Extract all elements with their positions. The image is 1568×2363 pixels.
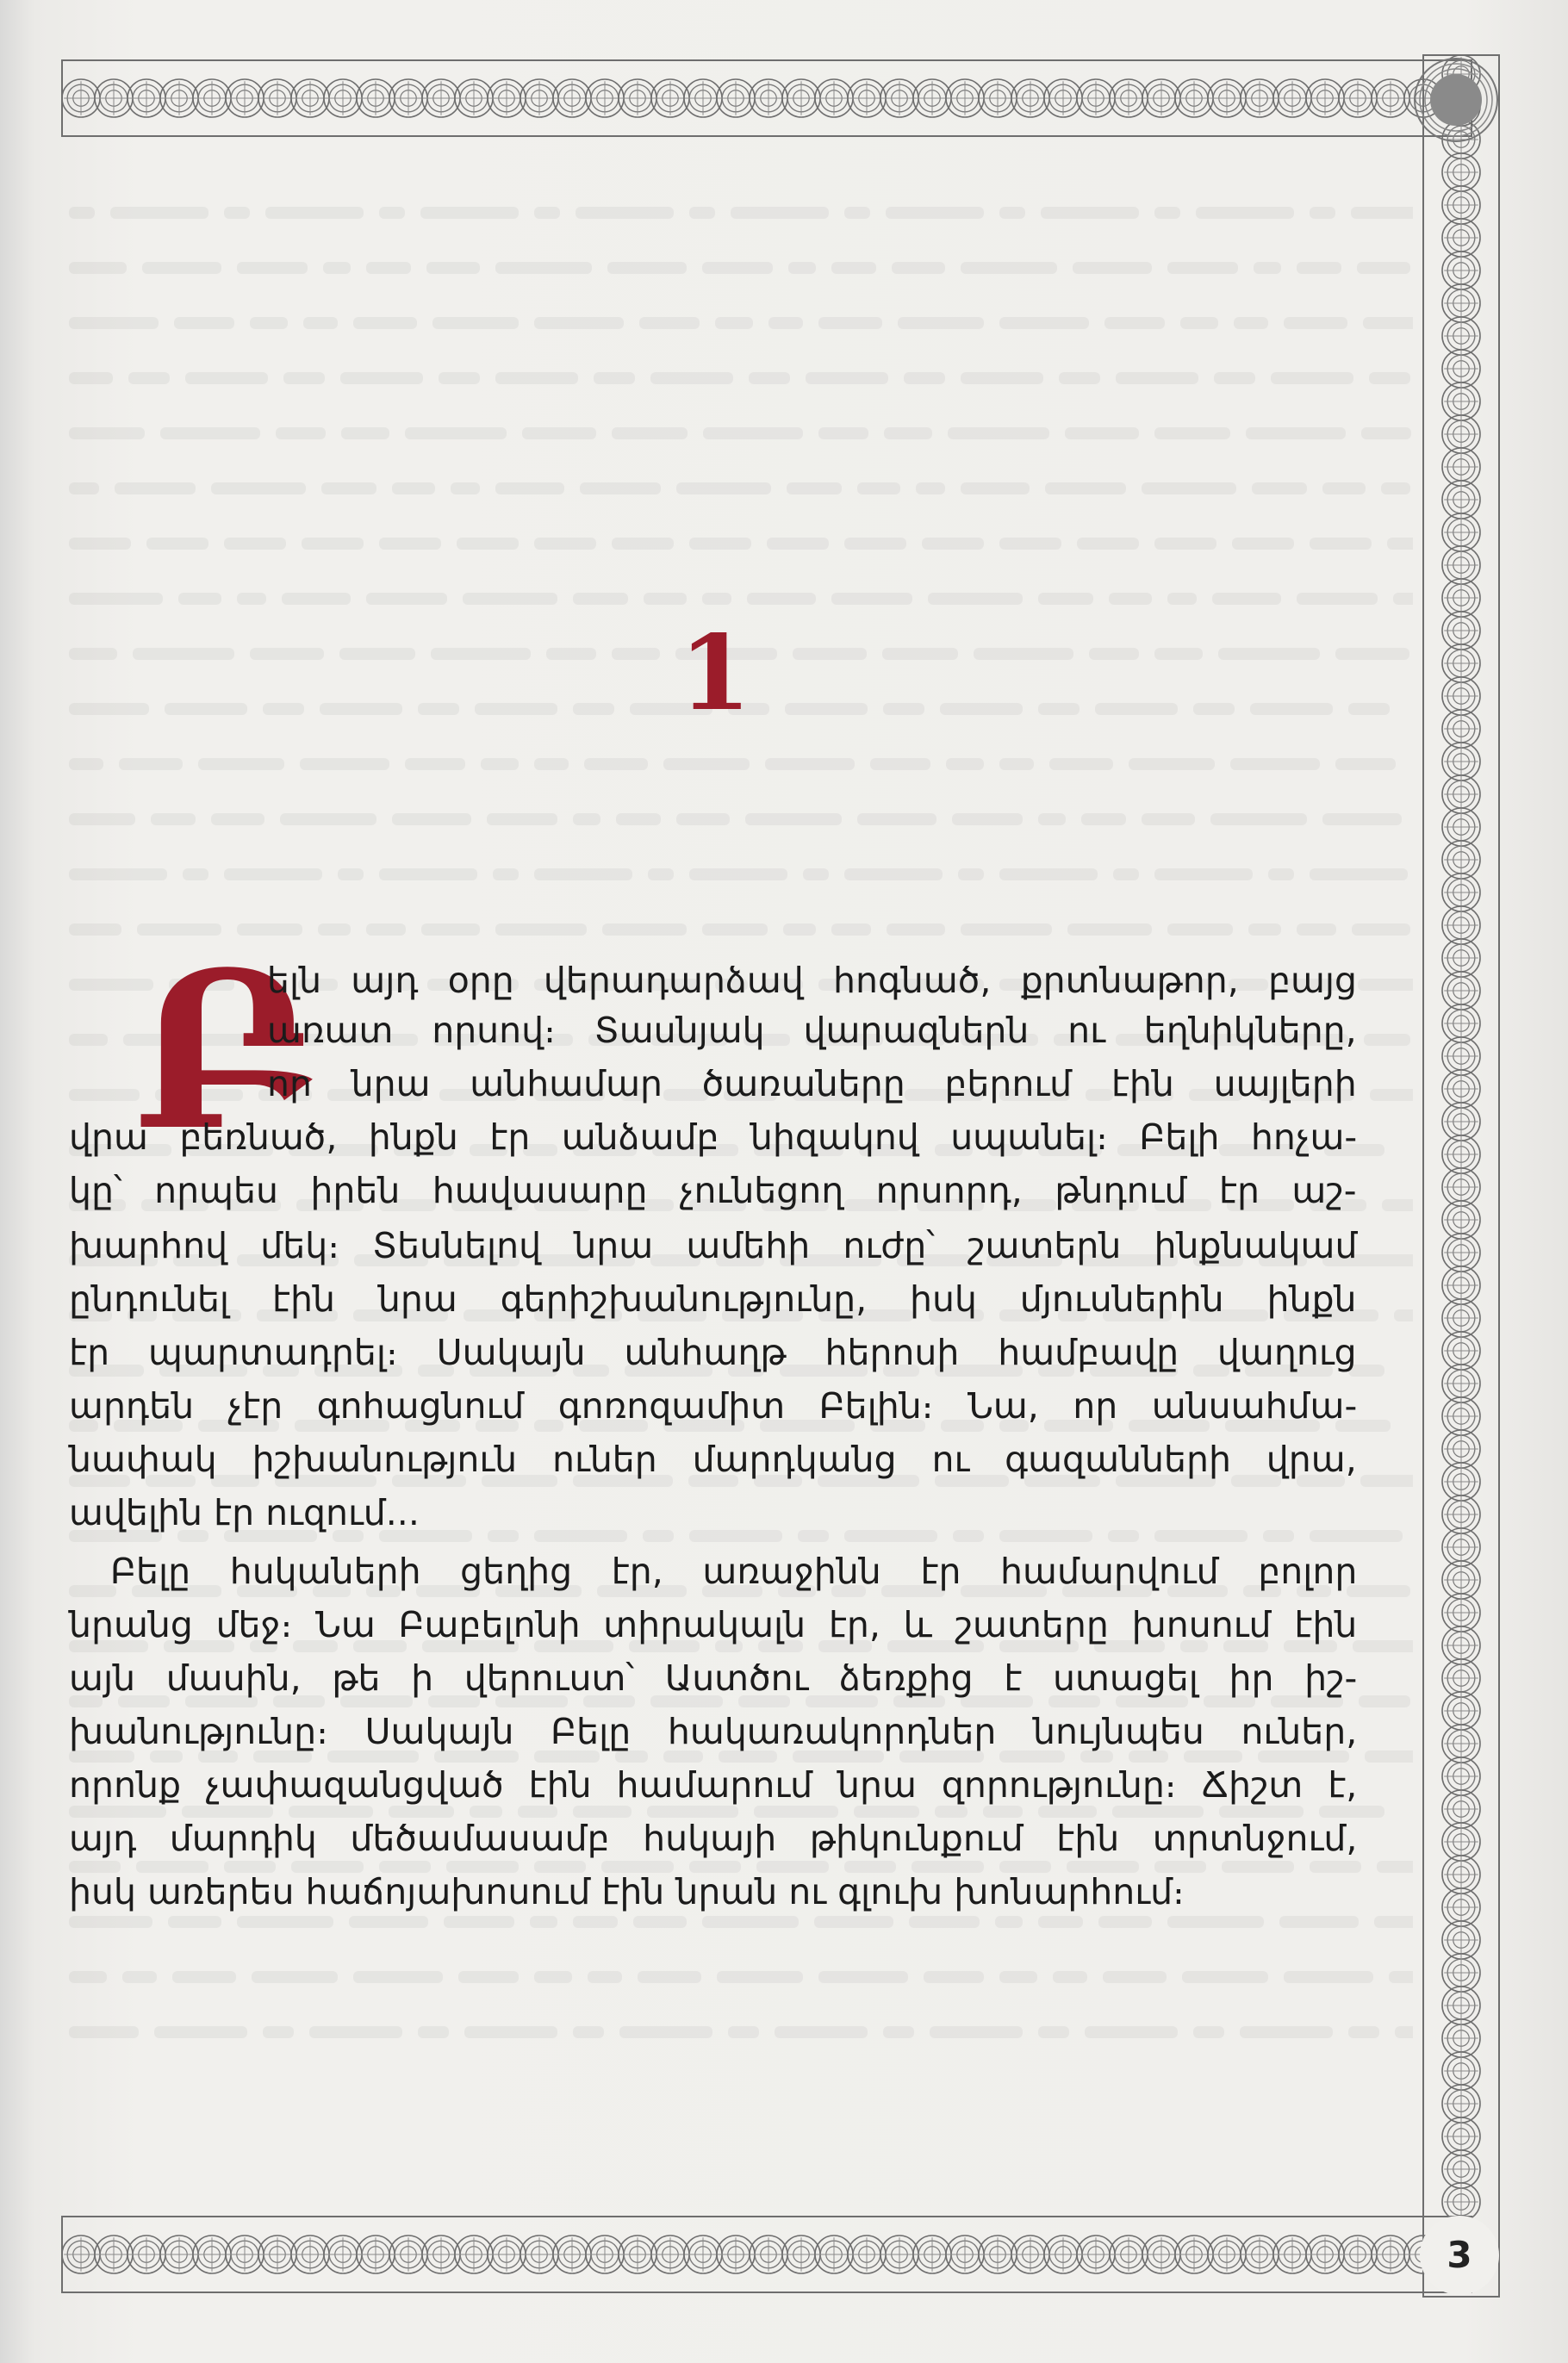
- corner-rosette: [1413, 57, 1499, 143]
- text-line: որ նրա անհամար ծառաները բերում էին սայլերի: [267, 1063, 1357, 1104]
- text-line: իսկ առերես հաճոյախոսում էին նրան ու գլուխ խոնարհում։: [69, 1871, 1185, 1912]
- text-line: խանությունը։ Սակայն Բելը հակառակորդներ նույնպես ուներ,: [69, 1711, 1358, 1752]
- text-line: ընդունել էին նրա գերիշխանությունը, իսկ մյուսներին ինքն: [69, 1278, 1357, 1320]
- text-line: ելն այդ օրը վերադարձավ հոգնած, քրտնաթոր, բայց: [267, 960, 1358, 1001]
- text-line: այդ մարդիկ մեծամասամբ հսկայի թիկունքում էին տրտնջում,: [69, 1818, 1358, 1859]
- ornamental-border-bottom: [60, 2210, 1473, 2299]
- text-line: առատ որսով։ Տասնյակ վարազներն ու եղնիկները,: [267, 1010, 1357, 1051]
- drop-cap: Բ: [134, 924, 313, 1178]
- text-line: կը՝ որպես իրեն հավասարը չունեցող որսորդ, թնդում էր աշ-: [69, 1170, 1357, 1211]
- text-line: նափակ իշխանություն ուներ մարդկանց ու գազանների վրա,: [69, 1439, 1357, 1480]
- text-line: այն մասին, թե ի վերուստ՝ Աստծու ձեռքից է ստացել իր իշ-: [69, 1657, 1358, 1699]
- ornamental-border-right: [1416, 53, 1506, 2298]
- text-line: արդեն չէր գոհացնում գոռոզամիտ Բելին։ Նա, որ անսահմա-: [69, 1385, 1358, 1427]
- text-line: նրանց մեջ։ Նա Բաբելոնի տիրակալն էր, և շատերը խոսում էին: [69, 1604, 1358, 1645]
- text-line: խարհով մեկ։ Տեսնելով նրա ամեհի ուժը՝ շատերն ինքնակամ: [69, 1225, 1358, 1266]
- text-line: վրա բեռնած, ինքն էր անձամբ նիզակով սպանել։ Բելի հոչա-: [69, 1116, 1358, 1158]
- text-line: էր պարտադրել։ Սակայն անհաղթ հերոսի համբավը վաղուց: [69, 1332, 1357, 1373]
- page-number: 3: [1420, 2216, 1499, 2295]
- text-line: Բելը հսկաների ցեղից էր, առաջինն էր համարվում բոլոր: [110, 1551, 1358, 1592]
- ornamental-border-top: [60, 53, 1473, 143]
- chapter-number: 1: [679, 613, 751, 734]
- text-line: ավելին էր ուզում...: [69, 1492, 420, 1533]
- text-line: որոնք չափազանցված էին համարում նրա զորությունը։ Ճիշտ է,: [69, 1764, 1358, 1806]
